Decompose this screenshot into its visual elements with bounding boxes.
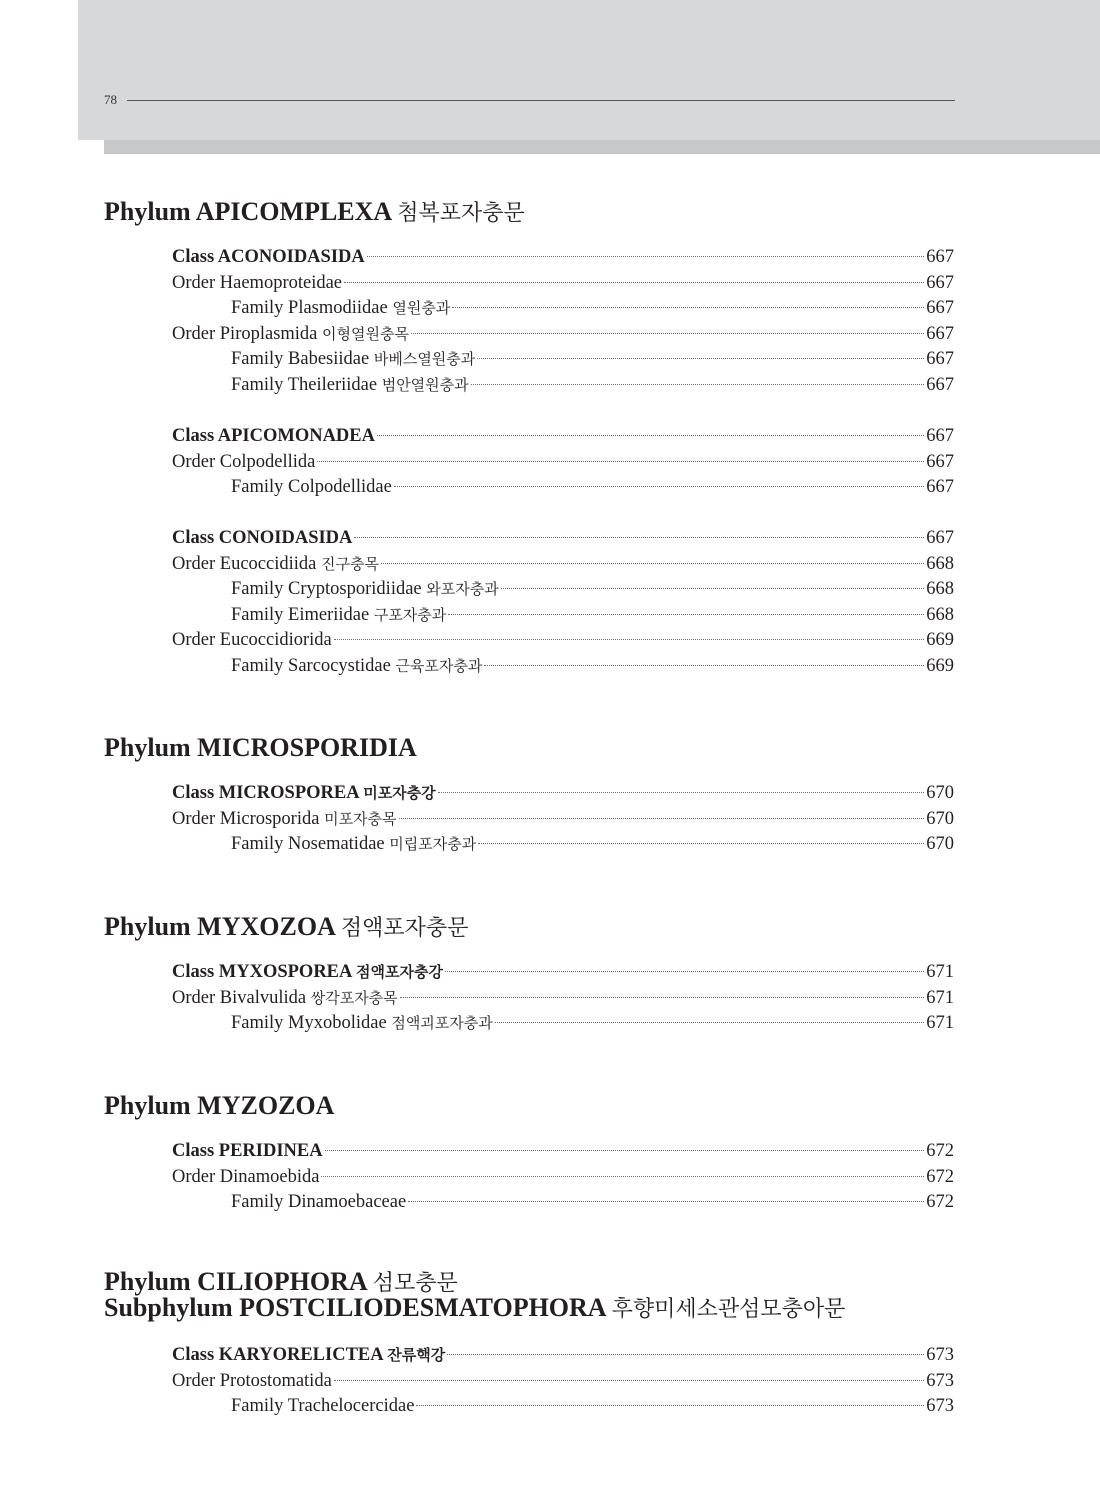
toc-entry-order[interactable] xyxy=(172,986,954,1010)
toc-entry-class[interactable] xyxy=(172,960,954,984)
toc-entry-family[interactable] xyxy=(231,577,954,601)
dot-leader xyxy=(394,486,924,487)
toc-entry-family[interactable] xyxy=(231,1394,954,1418)
entry-label xyxy=(172,628,332,652)
entry-page-number: 669 xyxy=(926,630,954,650)
entry-page-number: 667 xyxy=(926,298,954,318)
entry-label xyxy=(231,654,482,679)
entry-name: Class MICROSPOREA xyxy=(172,783,359,803)
entry-page-number: 668 xyxy=(926,605,954,625)
dot-leader xyxy=(317,461,924,462)
entry-name: Order Eucoccidiorida xyxy=(172,630,332,650)
entry-page-number: 673 xyxy=(926,1371,954,1391)
header-strip xyxy=(104,140,1100,154)
entry-korean-name: 쌍각포자충목 xyxy=(310,991,398,1007)
dot-leader xyxy=(477,358,924,359)
toc-entry-family[interactable] xyxy=(231,373,954,397)
entry-name: Family Sarcocystidae xyxy=(231,656,391,676)
entry-korean-name: 구포자충과 xyxy=(373,608,447,624)
dot-leader xyxy=(501,588,925,589)
entry-name: Order Colpodellida xyxy=(172,452,316,472)
entry-page-number: 667 xyxy=(926,324,954,344)
phylum-korean-name: 점액포자충문 xyxy=(340,915,469,940)
toc-entry-family[interactable] xyxy=(231,296,954,320)
header-band xyxy=(78,0,1100,140)
toc-entry-family[interactable] xyxy=(231,603,954,627)
entry-label xyxy=(231,1011,493,1036)
dot-leader xyxy=(354,537,924,538)
entry-page-number: 668 xyxy=(926,579,954,599)
toc-entry-order[interactable] xyxy=(172,807,954,831)
phylum-korean-name: 섬모충문 xyxy=(372,1270,458,1295)
entry-label xyxy=(231,1394,414,1418)
dot-leader xyxy=(452,307,924,308)
entry-name: Order Bivalvulida xyxy=(172,988,307,1008)
entry-page-number: 667 xyxy=(926,426,954,446)
entry-label xyxy=(231,296,450,321)
entry-page-number: 672 xyxy=(926,1192,954,1212)
entry-page-number: 673 xyxy=(926,1396,954,1416)
dot-leader xyxy=(416,1405,924,1406)
entry-label xyxy=(172,450,315,474)
entry-name: Family Trachelocercidae xyxy=(231,1396,415,1416)
entry-page-number: 667 xyxy=(926,273,954,293)
entry-name: Family Nosematidae xyxy=(231,834,385,854)
dot-leader xyxy=(334,1380,924,1381)
subphylum-name: Subphylum POSTCILIODESMATOPHORA xyxy=(104,1293,606,1322)
phylum-heading xyxy=(104,913,468,942)
entry-label xyxy=(172,424,375,448)
entry-label xyxy=(172,1343,445,1368)
page-number: 78 xyxy=(104,92,117,107)
phylum-name: Phylum CILIOPHORA xyxy=(104,1267,367,1296)
entry-page-number: 670 xyxy=(926,834,954,854)
dot-leader xyxy=(478,843,924,844)
entry-page-number: 667 xyxy=(926,528,954,548)
entry-page-number: 667 xyxy=(926,349,954,369)
toc-entry-order[interactable] xyxy=(172,628,954,652)
toc-entry-family[interactable] xyxy=(231,654,954,678)
entry-name: Family Theileriidae xyxy=(231,375,378,395)
entry-korean-name: 범안열원충과 xyxy=(381,378,469,394)
phylum-name: Phylum MICROSPORIDIA xyxy=(104,733,417,762)
entry-korean-name: 열원충과 xyxy=(392,301,451,317)
entry-name: Family Plasmodiidae xyxy=(231,298,388,318)
toc-entry-class[interactable] xyxy=(172,424,954,448)
dot-leader xyxy=(321,1176,924,1177)
toc-entry-order[interactable] xyxy=(172,271,954,295)
entry-name: Family Eimeriidae xyxy=(231,605,370,625)
entry-korean-name: 점액포자충강 xyxy=(356,965,443,981)
entry-name: Class CONOIDASIDA xyxy=(172,528,353,548)
phylum-name: Phylum MYXOZOA xyxy=(104,912,335,941)
entry-label xyxy=(231,832,476,857)
entry-page-number: 668 xyxy=(926,554,954,574)
dot-leader xyxy=(471,384,925,385)
entry-page-number: 667 xyxy=(926,477,954,497)
entry-label xyxy=(231,603,446,628)
toc-entry-order[interactable] xyxy=(172,552,954,576)
entry-name: Class PERIDINEA xyxy=(172,1141,323,1161)
entry-label xyxy=(231,475,392,499)
entry-label xyxy=(172,552,379,577)
entry-name: Family Colpodellidae xyxy=(231,477,392,497)
dot-leader xyxy=(344,282,924,283)
entry-label xyxy=(231,1190,406,1214)
entry-korean-name: 진구충목 xyxy=(320,557,379,573)
entry-label xyxy=(172,1369,332,1393)
phylum-korean-name: 첨복포자충문 xyxy=(397,200,525,225)
entry-label xyxy=(172,245,365,269)
entry-label xyxy=(172,807,397,832)
toc-entry-class[interactable] xyxy=(172,1343,954,1367)
toc-entry-family[interactable] xyxy=(231,475,954,499)
dot-leader xyxy=(438,792,925,793)
entry-korean-name: 잔류핵강 xyxy=(387,1348,446,1364)
toc-entry-class[interactable] xyxy=(172,526,954,550)
entry-name: Family Dinamoebaceae xyxy=(231,1192,407,1212)
subphylum-korean-name: 후향미세소관섬모충아문 xyxy=(611,1296,846,1321)
toc-entry-class[interactable] xyxy=(172,1139,954,1163)
entry-korean-name: 미포자충강 xyxy=(363,786,436,802)
entry-page-number: 670 xyxy=(926,783,954,803)
entry-label xyxy=(172,960,443,985)
entry-name: Order Protostomatida xyxy=(172,1371,332,1391)
entry-korean-name: 이형열원충목 xyxy=(322,327,409,343)
phylum-heading xyxy=(104,734,417,762)
toc-entry-class[interactable] xyxy=(172,245,954,269)
entry-page-number: 672 xyxy=(926,1167,954,1187)
entry-label xyxy=(172,526,352,550)
phylum-name: Phylum MYZOZOA xyxy=(104,1091,335,1120)
entry-page-number: 671 xyxy=(926,988,954,1008)
entry-page-number: 673 xyxy=(926,1345,954,1365)
entry-korean-name: 근육포자충과 xyxy=(395,659,483,675)
toc-entry-family[interactable] xyxy=(231,347,954,371)
entry-label xyxy=(172,322,409,347)
toc-entry-family[interactable] xyxy=(231,1011,954,1035)
toc-entry-class[interactable] xyxy=(172,781,954,805)
header-rule xyxy=(127,100,955,101)
dot-leader xyxy=(367,256,925,257)
dot-leader xyxy=(495,1022,924,1023)
dot-leader xyxy=(400,997,925,998)
phylum-heading xyxy=(104,198,525,227)
entry-page-number: 667 xyxy=(926,375,954,395)
toc-entry-family[interactable] xyxy=(231,832,954,856)
dot-leader xyxy=(411,333,924,334)
entry-label xyxy=(231,577,499,602)
entry-name: Order Piroplasmida xyxy=(172,324,318,344)
entry-label xyxy=(172,1139,323,1163)
entry-label xyxy=(172,1165,319,1189)
entry-page-number: 672 xyxy=(926,1141,954,1161)
dot-leader xyxy=(334,639,925,640)
entry-name: Order Eucoccidiida xyxy=(172,554,317,574)
entry-name: Order Dinamoebida xyxy=(172,1167,320,1187)
entry-name: Family Cryptosporidiidae xyxy=(231,579,422,599)
entry-label xyxy=(231,373,469,398)
entry-name: Family Myxobolidae xyxy=(231,1013,387,1033)
entry-label xyxy=(231,347,475,372)
entry-page-number: 669 xyxy=(926,656,954,676)
dot-leader xyxy=(377,435,924,436)
toc-entry-order[interactable] xyxy=(172,450,954,474)
entry-name: Class APICOMONADEA xyxy=(172,426,375,446)
entry-label xyxy=(172,986,398,1011)
subphylum-heading xyxy=(104,1294,845,1323)
dot-leader xyxy=(325,1150,925,1151)
entry-label xyxy=(172,781,436,806)
dot-leader xyxy=(445,971,924,972)
entry-name: Order Haemoproteidae xyxy=(172,273,343,293)
entry-name: Class KARYORELICTEA xyxy=(172,1345,383,1365)
entry-name: Class MYXOSPOREA xyxy=(172,962,352,982)
toc-entry-order[interactable] xyxy=(172,1165,954,1189)
dot-leader xyxy=(408,1201,924,1202)
entry-korean-name: 와포자충과 xyxy=(426,582,499,598)
dot-leader xyxy=(381,563,924,564)
toc-entry-order[interactable] xyxy=(172,1369,954,1393)
entry-label xyxy=(172,271,342,295)
phylum-name: Phylum APICOMPLEXA xyxy=(104,197,391,226)
entry-page-number: 671 xyxy=(926,962,954,982)
entry-name: Class ACONOIDASIDA xyxy=(172,247,365,267)
toc-entry-family[interactable] xyxy=(231,1190,954,1214)
entry-korean-name: 미립포자충과 xyxy=(389,837,477,853)
phylum-heading xyxy=(104,1092,334,1120)
entry-name: Family Babesiidae xyxy=(231,349,370,369)
entry-korean-name: 미포자충목 xyxy=(324,812,397,828)
entry-page-number: 671 xyxy=(926,1013,954,1033)
dot-leader xyxy=(447,1354,924,1355)
entry-korean-name: 바베스열원충과 xyxy=(373,352,476,368)
entry-korean-name: 점액괴포자충과 xyxy=(391,1016,493,1032)
entry-page-number: 670 xyxy=(926,809,954,829)
toc-entry-order[interactable] xyxy=(172,322,954,346)
dot-leader xyxy=(448,614,924,615)
dot-leader xyxy=(484,665,924,666)
entry-page-number: 667 xyxy=(926,452,954,472)
dot-leader xyxy=(399,818,925,819)
entry-name: Order Microsporida xyxy=(172,809,320,829)
entry-page-number: 667 xyxy=(926,247,954,267)
